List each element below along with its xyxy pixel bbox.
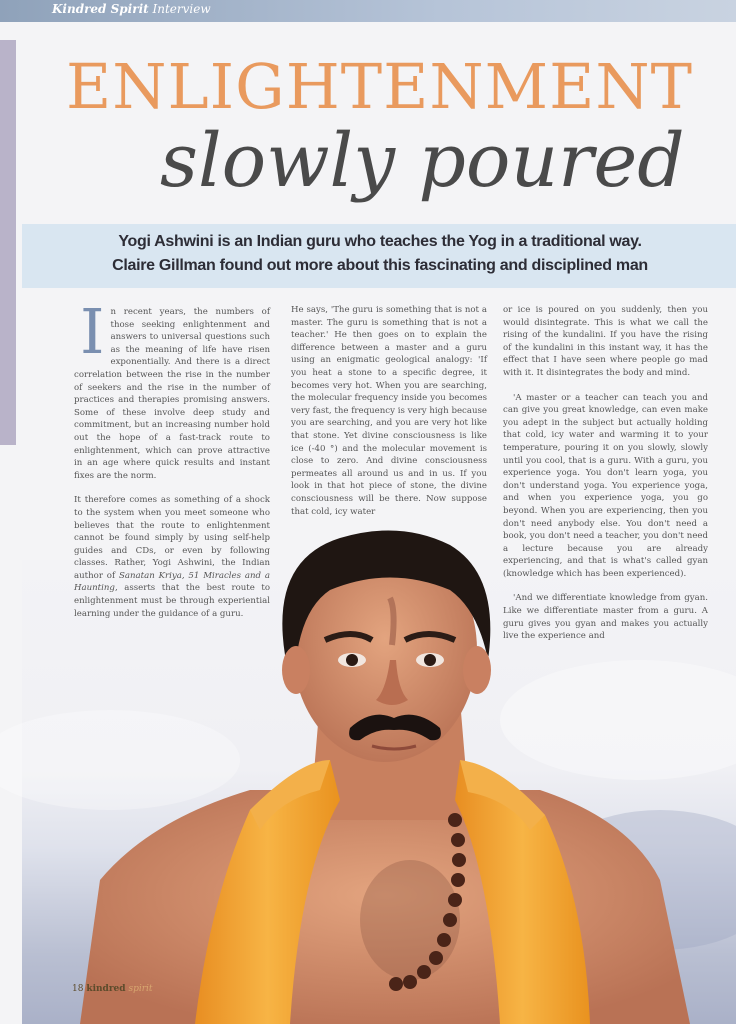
- paragraph: 'And we differentiate knowledge from gyan. Like we differentiate master from a guru. A guru gives you gyan and makes you actually live the experience and: [503, 593, 708, 642]
- section-subname: Interview: [152, 2, 211, 16]
- paragraph-text: n recent years, the numbers of those seeking enlightenment and answers to universal questions such as the meaning of life have risen exponentially. And there is a direct correlation between the rise in the number of seekers and the rise in the number of practices and therapies promising answers. Some of these involve deep study and commitment, but an increasing number hold out the hope of a fast-track route to enlightenment, which can prove attractive in an age where quick results and instant fixes are the norm.: [74, 307, 270, 481]
- section-header-bar: [0, 0, 736, 22]
- drop-cap: I: [80, 295, 105, 368]
- paragraph: 'A master or a teacher can teach you and can give you great knowledge, can even make you adept in the subject but actually holding that cold, icy water and warming it to your temperature, pouring it on you slowly, slowly until you cool, that is a guru. With a guru, you experience yoga. You don't learn yoga, you don't understand yoga. You experience yoga, and when you experience yoga, you go beyond. When you are experiencing, then you don't need anybody else. You don't need a book, you don't need a teacher, you don't need a lecture because you are already experiencing, and that is what's called gyan (knowledge which has been experienced).: [503, 392, 708, 579]
- section-label: [52, 2, 211, 16]
- page-edge-strip: [0, 40, 16, 445]
- paragraph-text: , asserts that the best route to enlightenment must be through experiential learning under the guidance of a guru.: [74, 583, 270, 619]
- standfirst-author: Claire Gillman: [112, 257, 216, 274]
- article-column-2: [291, 304, 487, 530]
- page-number: 18: [72, 984, 84, 994]
- standfirst: [30, 230, 730, 278]
- headline-sub: slowly poured: [160, 118, 685, 204]
- paragraph: [74, 494, 270, 620]
- standfirst-line-2: [30, 254, 730, 278]
- footer-edition: spirit: [128, 984, 153, 994]
- section-name: Kindred Spirit: [52, 2, 149, 16]
- article-column-3: [503, 304, 708, 655]
- headline-main: ENLIGHTENMENT: [66, 50, 693, 123]
- paragraph: or ice is poured on you suddenly, then you would disintegrate. This is what we call the rising of the kundalini. If you have the rising of the kundalini in this instant way, it has the effect that I have seen where people go mad with it. It disintegrates the body and mind.: [503, 305, 708, 378]
- book-title: Sanatan Kriya, 51 Miracles and a Haunting: [74, 570, 270, 594]
- paragraph: He says, 'The guru is something that is not a master. The guru is something that is not a teacher.' He then goes on to explain the difference between a master and a guru using an enigmatic geological analogy: 'If you heat a stone to a specific degree, it becomes very hot. When you are searching, the molecular frequency inside you becomes very fast, the frequency is very high because you are searching, and you are very hot like that stone. Yet divine consciousness is like ice (-40 °) and the molecular movement is close to zero. And divine consciousness permeates all around us and in us. If you look in that hot piece of stone, the divine consciousness will be there. Now suppose that cold, icy water: [291, 305, 487, 517]
- footer-brand: kindred: [86, 984, 126, 994]
- paragraph-text: It therefore comes as something of a shock to the system when you meet someone who believes that the route to enlightenment cannot be found simply by using self-help guides and CDs, or even by following classes. Rather, Yogi Ashwini, the Indian author of: [74, 495, 270, 581]
- standfirst-line-1: Yogi Ashwini is an Indian guru who teaches the Yog in a traditional way.: [118, 233, 642, 250]
- article-column-1: [74, 295, 270, 632]
- paragraph: [74, 295, 270, 482]
- page-footer: [72, 984, 153, 994]
- standfirst-line-2-rest: found out more about this fascinating and disciplined man: [215, 257, 648, 274]
